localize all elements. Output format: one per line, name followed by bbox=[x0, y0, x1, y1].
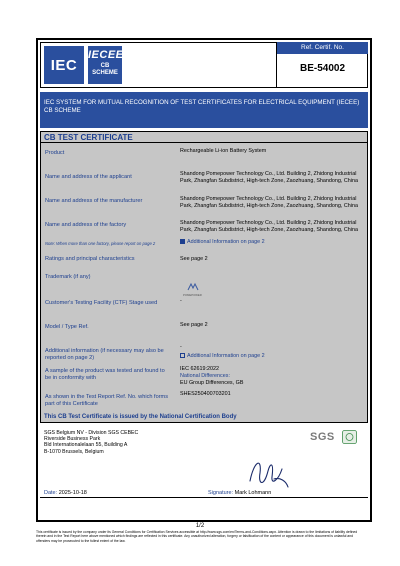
ratings-value: See page 2 bbox=[180, 256, 208, 262]
factory-note: Note: When more than one factory, please report on page 2 bbox=[45, 241, 156, 246]
iecee-cb-logo: IECEE CB SCHEME bbox=[88, 46, 122, 84]
applicant-label: Name and address of the applicant bbox=[45, 174, 132, 180]
lab-address: SGS Belgium NV - Division SGS CEBEC Riverside Business Park Bld Internationalelaan 55, Building A B-1070 Brussels, Belgium bbox=[44, 430, 139, 455]
model-label: Model / Type Ref. bbox=[45, 324, 89, 330]
ref-label: Ref. Certif. No. bbox=[277, 42, 368, 54]
accreditation-badge-icon bbox=[342, 430, 357, 444]
factory-value: Shandong Pomepower Technology Co., Ltd. Building 2, Zhidong Industrial Park, Zhangfan Subdistrict, High-tech Zone, Zaozhuang, Shandong, China bbox=[180, 220, 358, 233]
sample-label: A sample of the product was tested and found to be in conformity with bbox=[45, 368, 165, 381]
additional-info-checkbox[interactable]: Additional Information on page 2 bbox=[180, 353, 364, 360]
factory-label: Name and address of the factory bbox=[45, 222, 127, 228]
ratings-label: Ratings and principal characteristics bbox=[45, 256, 135, 262]
model-value: See page 2 bbox=[180, 322, 208, 328]
report-number: SHES250400703201 bbox=[180, 391, 231, 397]
date-field: Date: 2025-10-18 bbox=[44, 490, 87, 496]
factory-additional-info[interactable]: Additional Information on page 2 bbox=[180, 239, 364, 246]
iec-logo: IEC bbox=[44, 46, 84, 84]
trademark-logo-icon bbox=[186, 282, 200, 292]
divider bbox=[40, 497, 368, 498]
trademark-label: Trademark (if any) bbox=[45, 274, 91, 280]
national-differences-label: National Differences: bbox=[180, 373, 230, 379]
manufacturer-label: Name and address of the manufacturer bbox=[45, 198, 143, 204]
sample-standard: IEC 62619:2022 bbox=[180, 366, 219, 372]
ctf-value: - bbox=[180, 298, 182, 304]
product-label: Product bbox=[45, 150, 65, 156]
ref-number: BE-54002 bbox=[299, 63, 346, 74]
handwritten-signature-icon bbox=[244, 451, 292, 493]
page-number: 1/2 bbox=[195, 523, 205, 529]
sgs-logo: SGS bbox=[310, 431, 335, 443]
reference-box bbox=[276, 42, 368, 88]
checkbox-unchecked-icon[interactable] bbox=[180, 353, 185, 358]
ctf-label: Customer's Testing Facility (CTF) Stage used bbox=[45, 300, 158, 306]
trademark-text: POMEPOWER bbox=[183, 293, 202, 297]
applicant-value: Shandong Pomepower Technology Co., Ltd. Building 2, Zhidong Industrial Park, Zhangfan Subdistrict, High-tech Zone, Zaozhuang, Shandong, China bbox=[180, 171, 358, 184]
divider bbox=[40, 142, 368, 143]
signature-field: Signature: Mark Lohmann bbox=[208, 490, 272, 496]
national-differences-value: EU Group Differences, GB bbox=[180, 380, 244, 386]
checkbox-checked-icon[interactable] bbox=[180, 239, 185, 244]
report-label: As shown in the Test Report Ref. No. which forms part of this Certificate bbox=[45, 394, 169, 407]
footer-disclaimer: This certificate is issued by the company under its General Conditions for Certification Services accessible at http://www.sgs.com/en/Terms-and-Conditions.aspx. Attention is drawn to the limitations of liability defined therein and in the Test Report here above mentioned which findings are reflected in this certificate. Any unauthorized alteration, forgery or falsification of the content or appearance of this document is unlawful and offenders may be prosecuted to the fullest extent of the law. bbox=[36, 530, 358, 543]
manufacturer-value: Shandong Pomepower Technology Co., Ltd. Building 2, Zhidong Industrial Park, Zhangfan Subdistrict, High-tech Zone, Zaozhuang, Shandong, China bbox=[180, 196, 358, 209]
issued-by-statement: This CB Test Certificate is issued by the National Certification Body bbox=[44, 414, 237, 420]
additional-info-value: - bbox=[180, 344, 182, 350]
scheme-title: IEC SYSTEM FOR MUTUAL RECOGNITION OF TEST CERTIFICATES FOR ELECTRICAL EQUIPMENT (IECEE) CB SCHEME bbox=[40, 92, 368, 128]
product-value: Rechargeable Li-ion Battery System bbox=[180, 148, 267, 154]
cb-certificate-title: CB TEST CERTIFICATE bbox=[44, 133, 133, 142]
additional-info-label: Additional information (if necessary may also be reported on page 2) bbox=[45, 348, 164, 361]
